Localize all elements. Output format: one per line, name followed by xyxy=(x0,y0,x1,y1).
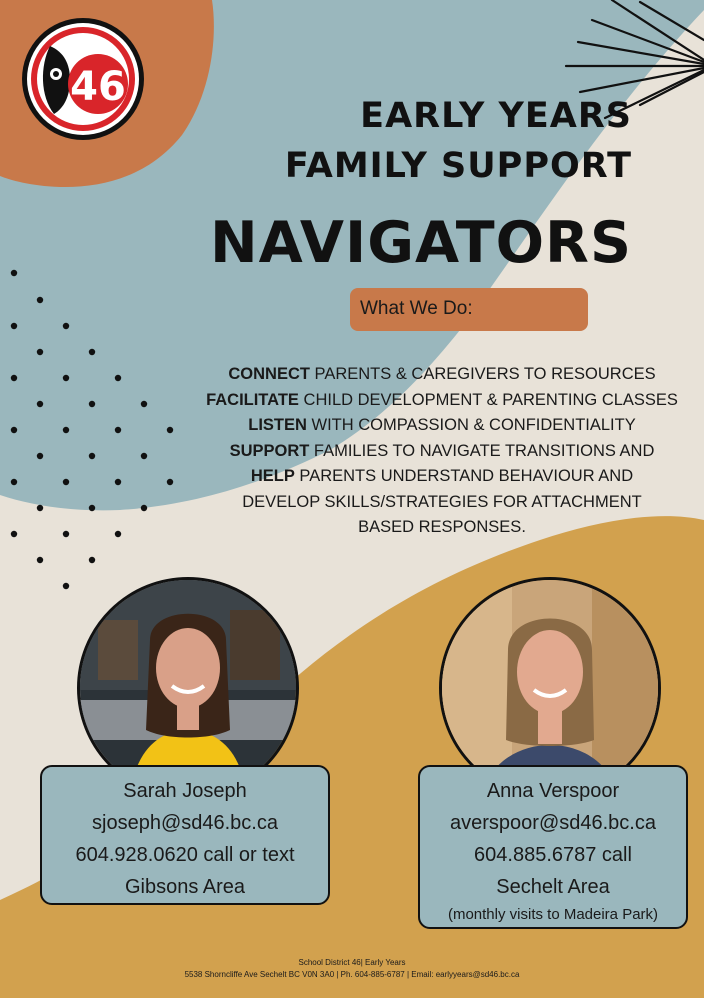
decorative-dot xyxy=(37,297,43,303)
contact-phone[interactable]: 604.885.6787 call xyxy=(474,844,632,866)
service-item xyxy=(200,362,684,388)
service-item xyxy=(200,388,684,414)
service-keyword: CONNECT xyxy=(228,365,310,383)
decorative-dot xyxy=(37,453,43,459)
decorative-dot xyxy=(141,453,147,459)
service-text: PARENTS & CAREGIVERS TO RESOURCES xyxy=(309,365,656,383)
service-item xyxy=(200,439,684,465)
decorative-dot xyxy=(167,427,173,433)
contact-note: (monthly visits to Madeira Park) xyxy=(447,906,659,923)
decorative-dot xyxy=(63,375,69,381)
decorative-dot xyxy=(167,479,173,485)
decorative-dot xyxy=(11,531,17,537)
service-item xyxy=(200,464,684,541)
decorative-dot xyxy=(63,427,69,433)
decorative-dot xyxy=(11,375,17,381)
title-line-3: NAVIGATORS xyxy=(209,210,632,276)
service-text: WITH COMPASSION & CONFIDENTIALITY xyxy=(306,416,636,434)
decorative-dot xyxy=(37,505,43,511)
decorative-dot xyxy=(115,375,121,381)
what-we-do-label: What We Do: xyxy=(360,298,473,319)
title-line-2: FAMILY SUPPORT xyxy=(284,146,632,186)
decorative-dot xyxy=(37,349,43,355)
decorative-dot xyxy=(63,531,69,537)
footer-line-1: School District 46| Early Years xyxy=(298,958,406,967)
decorative-dot xyxy=(63,479,69,485)
service-keyword: HELP xyxy=(250,467,295,485)
title-line-1: EARLY YEARS xyxy=(360,96,632,136)
decorative-dot xyxy=(11,270,17,276)
decorative-dot xyxy=(115,531,121,537)
contact-name: Anna Verspoor xyxy=(486,780,620,802)
service-text: CHILD DEVELOPMENT & PARENTING CLASSES xyxy=(298,390,678,409)
contact-card-sarah xyxy=(40,765,330,905)
decorative-dot xyxy=(89,453,95,459)
decorative-dot xyxy=(37,557,43,563)
contact-area: Sechelt Area xyxy=(496,876,610,898)
contact-card-anna xyxy=(418,765,688,929)
logo-number: 46 xyxy=(70,64,126,110)
decorative-dot xyxy=(63,323,69,329)
decorative-dot xyxy=(11,323,17,329)
decorative-dot xyxy=(89,401,95,407)
school-district-logo xyxy=(20,16,146,142)
decorative-dot xyxy=(11,427,17,433)
service-keyword: SUPPORT xyxy=(229,441,310,460)
decorative-dot xyxy=(141,401,147,407)
decorative-dot xyxy=(37,401,43,407)
decorative-dot xyxy=(89,505,95,511)
decorative-dot xyxy=(115,479,121,485)
footer-line-2[interactable]: 5538 Shorncliffe Ave Sechelt BC V0N 3A0 | Ph. 604-885-6787 | Email: earlyyears@sd46.bc.ca xyxy=(184,970,520,979)
decorative-dot xyxy=(115,427,121,433)
service-text: PARENTS UNDERSTAND BEHAVIOUR AND DEVELOP SKILLS/STRATEGIES FOR ATTACHMENT BASED RESPONSES. xyxy=(242,467,642,536)
service-keyword: LISTEN xyxy=(248,416,307,434)
decorative-dot xyxy=(141,505,147,511)
service-text: FAMILIES TO NAVIGATE TRANSITIONS AND xyxy=(309,441,655,460)
contact-phone[interactable]: 604.928.0620 call or text xyxy=(75,844,295,866)
contact-name: Sarah Joseph xyxy=(123,780,247,802)
service-item xyxy=(200,413,684,439)
decorative-dot xyxy=(11,479,17,485)
contact-area: Gibsons Area xyxy=(124,876,246,898)
contact-email[interactable]: averspoor@sd46.bc.ca xyxy=(450,812,656,834)
decorative-dot xyxy=(89,349,95,355)
decorative-dot xyxy=(63,583,69,589)
footer xyxy=(0,957,704,981)
services-list xyxy=(200,362,684,541)
contact-email[interactable]: sjoseph@sd46.bc.ca xyxy=(92,812,278,834)
service-keyword: FACILITATE xyxy=(206,390,299,409)
decorative-dot xyxy=(89,557,95,563)
